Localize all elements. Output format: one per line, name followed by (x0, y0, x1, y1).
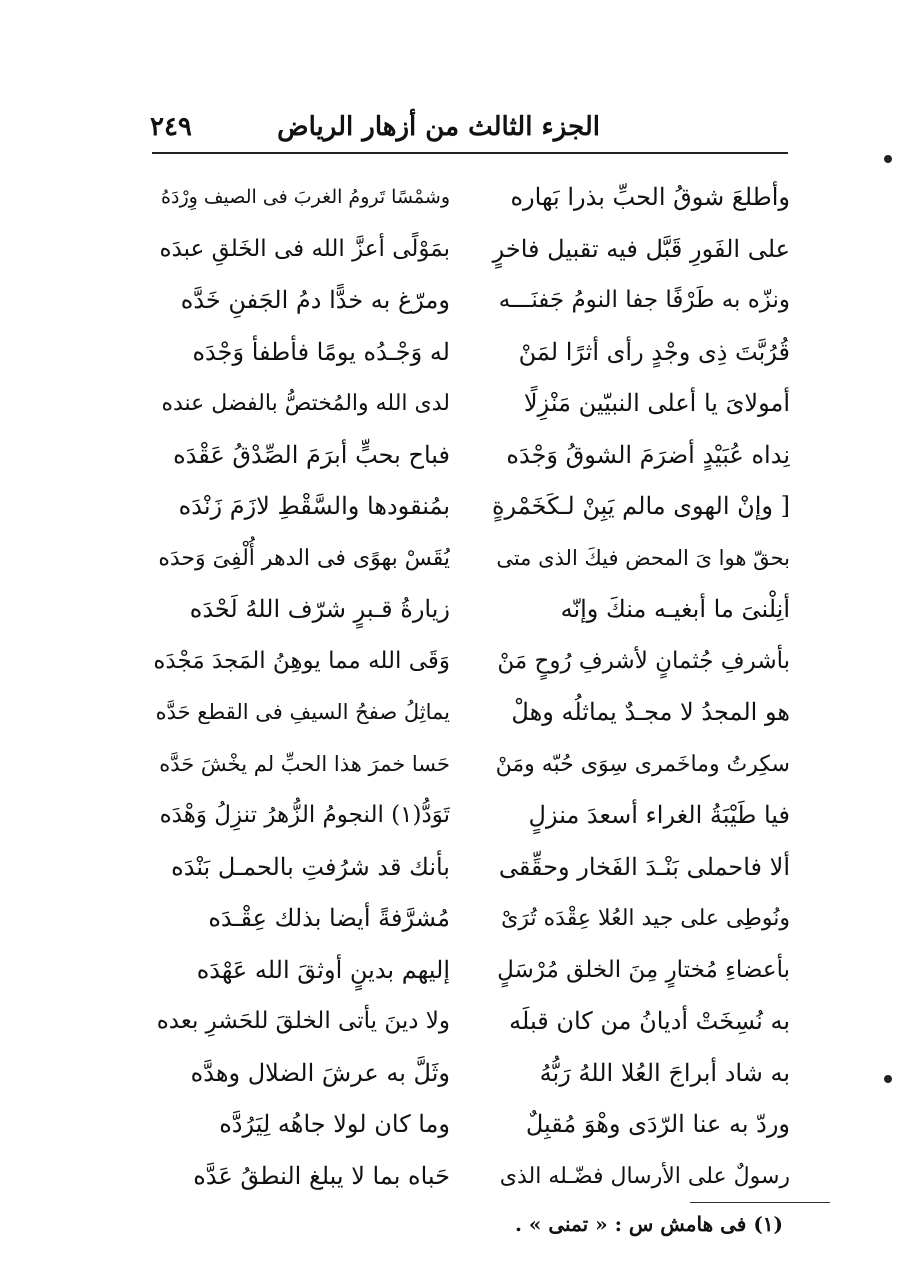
verse-first-hemistich: ونُوطِى على جيد العُلا عِقْدَه تُرَىْ (501, 906, 790, 931)
verse-second-hemistich: ومرّغ به خدًّا دمُ الجَفنِ خَدَّه (180, 286, 450, 314)
verse-second-hemistich: بمُنقودها والسَّقْطِ لازَمَ زَنْدَه (178, 492, 450, 520)
right-hemistich-column (490, 172, 790, 1202)
verse-first-hemistich: فيا طَيْبَةُ الغراء أسعدَ منزلٍ (528, 801, 790, 829)
scan-speck (884, 155, 892, 163)
verse-second-hemistich: لدى الله والمُختصُّ بالفضل عنده (161, 391, 450, 416)
verse-first-hemistich: [ وإنْ الهوى مالم يَبِنْ لـكَخَمْرةٍ (491, 492, 790, 520)
header-rule (152, 152, 788, 154)
verse-first-hemistich: قُرُبَّتَ ذِى وجْدٍ رأى أثرًا لمَنْ (518, 337, 790, 366)
verse-second-hemistich: بمَوْلًى أعزَّ الله فى الخَلقِ عبدَه (159, 235, 450, 262)
verse-first-hemistich: على الفَورِ قَبَّل فيه تقبيل فاخرٍ (492, 234, 790, 263)
verse-first-hemistich: أنِلْنىَ ما أبغيـه منكَ وإنّه (560, 595, 790, 623)
page-number: ٢٤٩ (150, 112, 192, 142)
verse-second-hemistich: تَوَدُّ(١) النجومُ الزُّهرُ تنزِلُ وَهْدَه (159, 802, 450, 828)
left-hemistich-column (150, 172, 450, 1202)
running-title: الجزء الثالث من أزهار الرياض (277, 112, 600, 142)
verse-second-hemistich: زيارةُ قـبرٍ شرّف اللهُ لَحْدَه (189, 595, 450, 623)
scan-speck (884, 1075, 892, 1083)
verse-second-hemistich: إليهم بدينٍ أوثقَ الله عَهْدَه (196, 955, 450, 984)
verse-first-hemistich: سكِرتُ وماخَمرى سِوَى حُبّه ومَنْ (495, 751, 790, 777)
footnote-rule (690, 1202, 830, 1203)
verse-first-hemistich: وردّ به عنا الرّدَى وهْوَ مُقبِلٌ (525, 1110, 790, 1138)
verse-first-hemistich: رسولٌ على الأرسال فضّـله الذى (499, 1163, 790, 1189)
verse-second-hemistich: وثَلَّ به عرشَ الضلال وهدَّه (190, 1058, 450, 1087)
verse-second-hemistich: حَسا خمرَ هذا الحبِّ لم يخْشَ حَدَّه (159, 751, 450, 776)
verse-second-hemistich: بأنك قد شرُفتِ بالحمـل بَنْدَه (171, 852, 450, 881)
verse-second-hemistich: وما كان لولا جاهُه لِيَرُدَّه (219, 1110, 450, 1138)
verse-second-hemistich: ولا دينَ يأتى الخلقَ للحَشرِ بعده (156, 1008, 450, 1034)
verse-first-hemistich: به نُسِخَتْ أديانُ من كان قبلَه (509, 1007, 790, 1035)
verse-first-hemistich: بأعضاءِ مُختارٍ مِنَ الخلق مُرْسَلٍ (497, 956, 790, 983)
verse-second-hemistich: يماثِلُ صفحُ السيفِ فى القطع حَدَّه (155, 700, 450, 724)
verse-second-hemistich: مُشرَّفةً أيضا بذلك عِقْـدَه (208, 904, 450, 932)
verse-second-hemistich: فباح بحبٍّ أبرَمَ الصِّدْقُ عَقْدَه (173, 440, 450, 469)
verse-first-hemistich: بحقّ هوا ىَ المحض فيكَ الذى متى (496, 545, 790, 570)
page-header (150, 108, 790, 152)
footnote: (١) فى هامش س : « تمنى » . (514, 1212, 783, 1236)
verse-first-hemistich: بأشرفِ جُثمانٍ لأشرفِ رُوحٍ مَنْ (497, 647, 790, 674)
verse-first-hemistich: نِداه عُبَيْدٍ أضرَمَ الشوقُ وَجْدَه (506, 440, 790, 469)
verse-second-hemistich: وَقَى الله مما يوهِنُ المَجدَ مَجْدَه (153, 647, 450, 674)
verse-second-hemistich: وشمْسًا تَرومُ الغربَ فى الصيف وِرْدَهُ (161, 186, 450, 208)
poem-body (150, 172, 790, 1202)
verse-first-hemistich: به شاد أبراجَ العُلا اللهُ رَبُّهُ (539, 1058, 790, 1087)
verse-second-hemistich: حَباه بما لا يبلغ النطقُ عَدَّه (193, 1161, 450, 1190)
verse-first-hemistich: ونزّه به طَرْفًا جفا النومُ جَفنَـــه (498, 287, 790, 313)
verse-first-hemistich: ألا فاحملى بَنْـدَ الفَخار وحقِّقى (498, 852, 790, 881)
verse-first-hemistich: أمولاىَ يا أعلى النبيّين مَنْزِلًا (523, 389, 790, 417)
verse-second-hemistich: له وَجْـدُه يومًا فأطفأ وَجْدَه (192, 337, 450, 366)
verse-first-hemistich: هو المجدُ لا مجـدٌ يماثلُه وهلْ (511, 698, 790, 726)
verse-first-hemistich: وأطلعَ شوقُ الحبِّ بذرا بَهاره (510, 183, 790, 211)
verse-second-hemistich: يُقَسْ بهوًى فى الدهر أُلْفِىَ وَحدَه (158, 545, 450, 571)
